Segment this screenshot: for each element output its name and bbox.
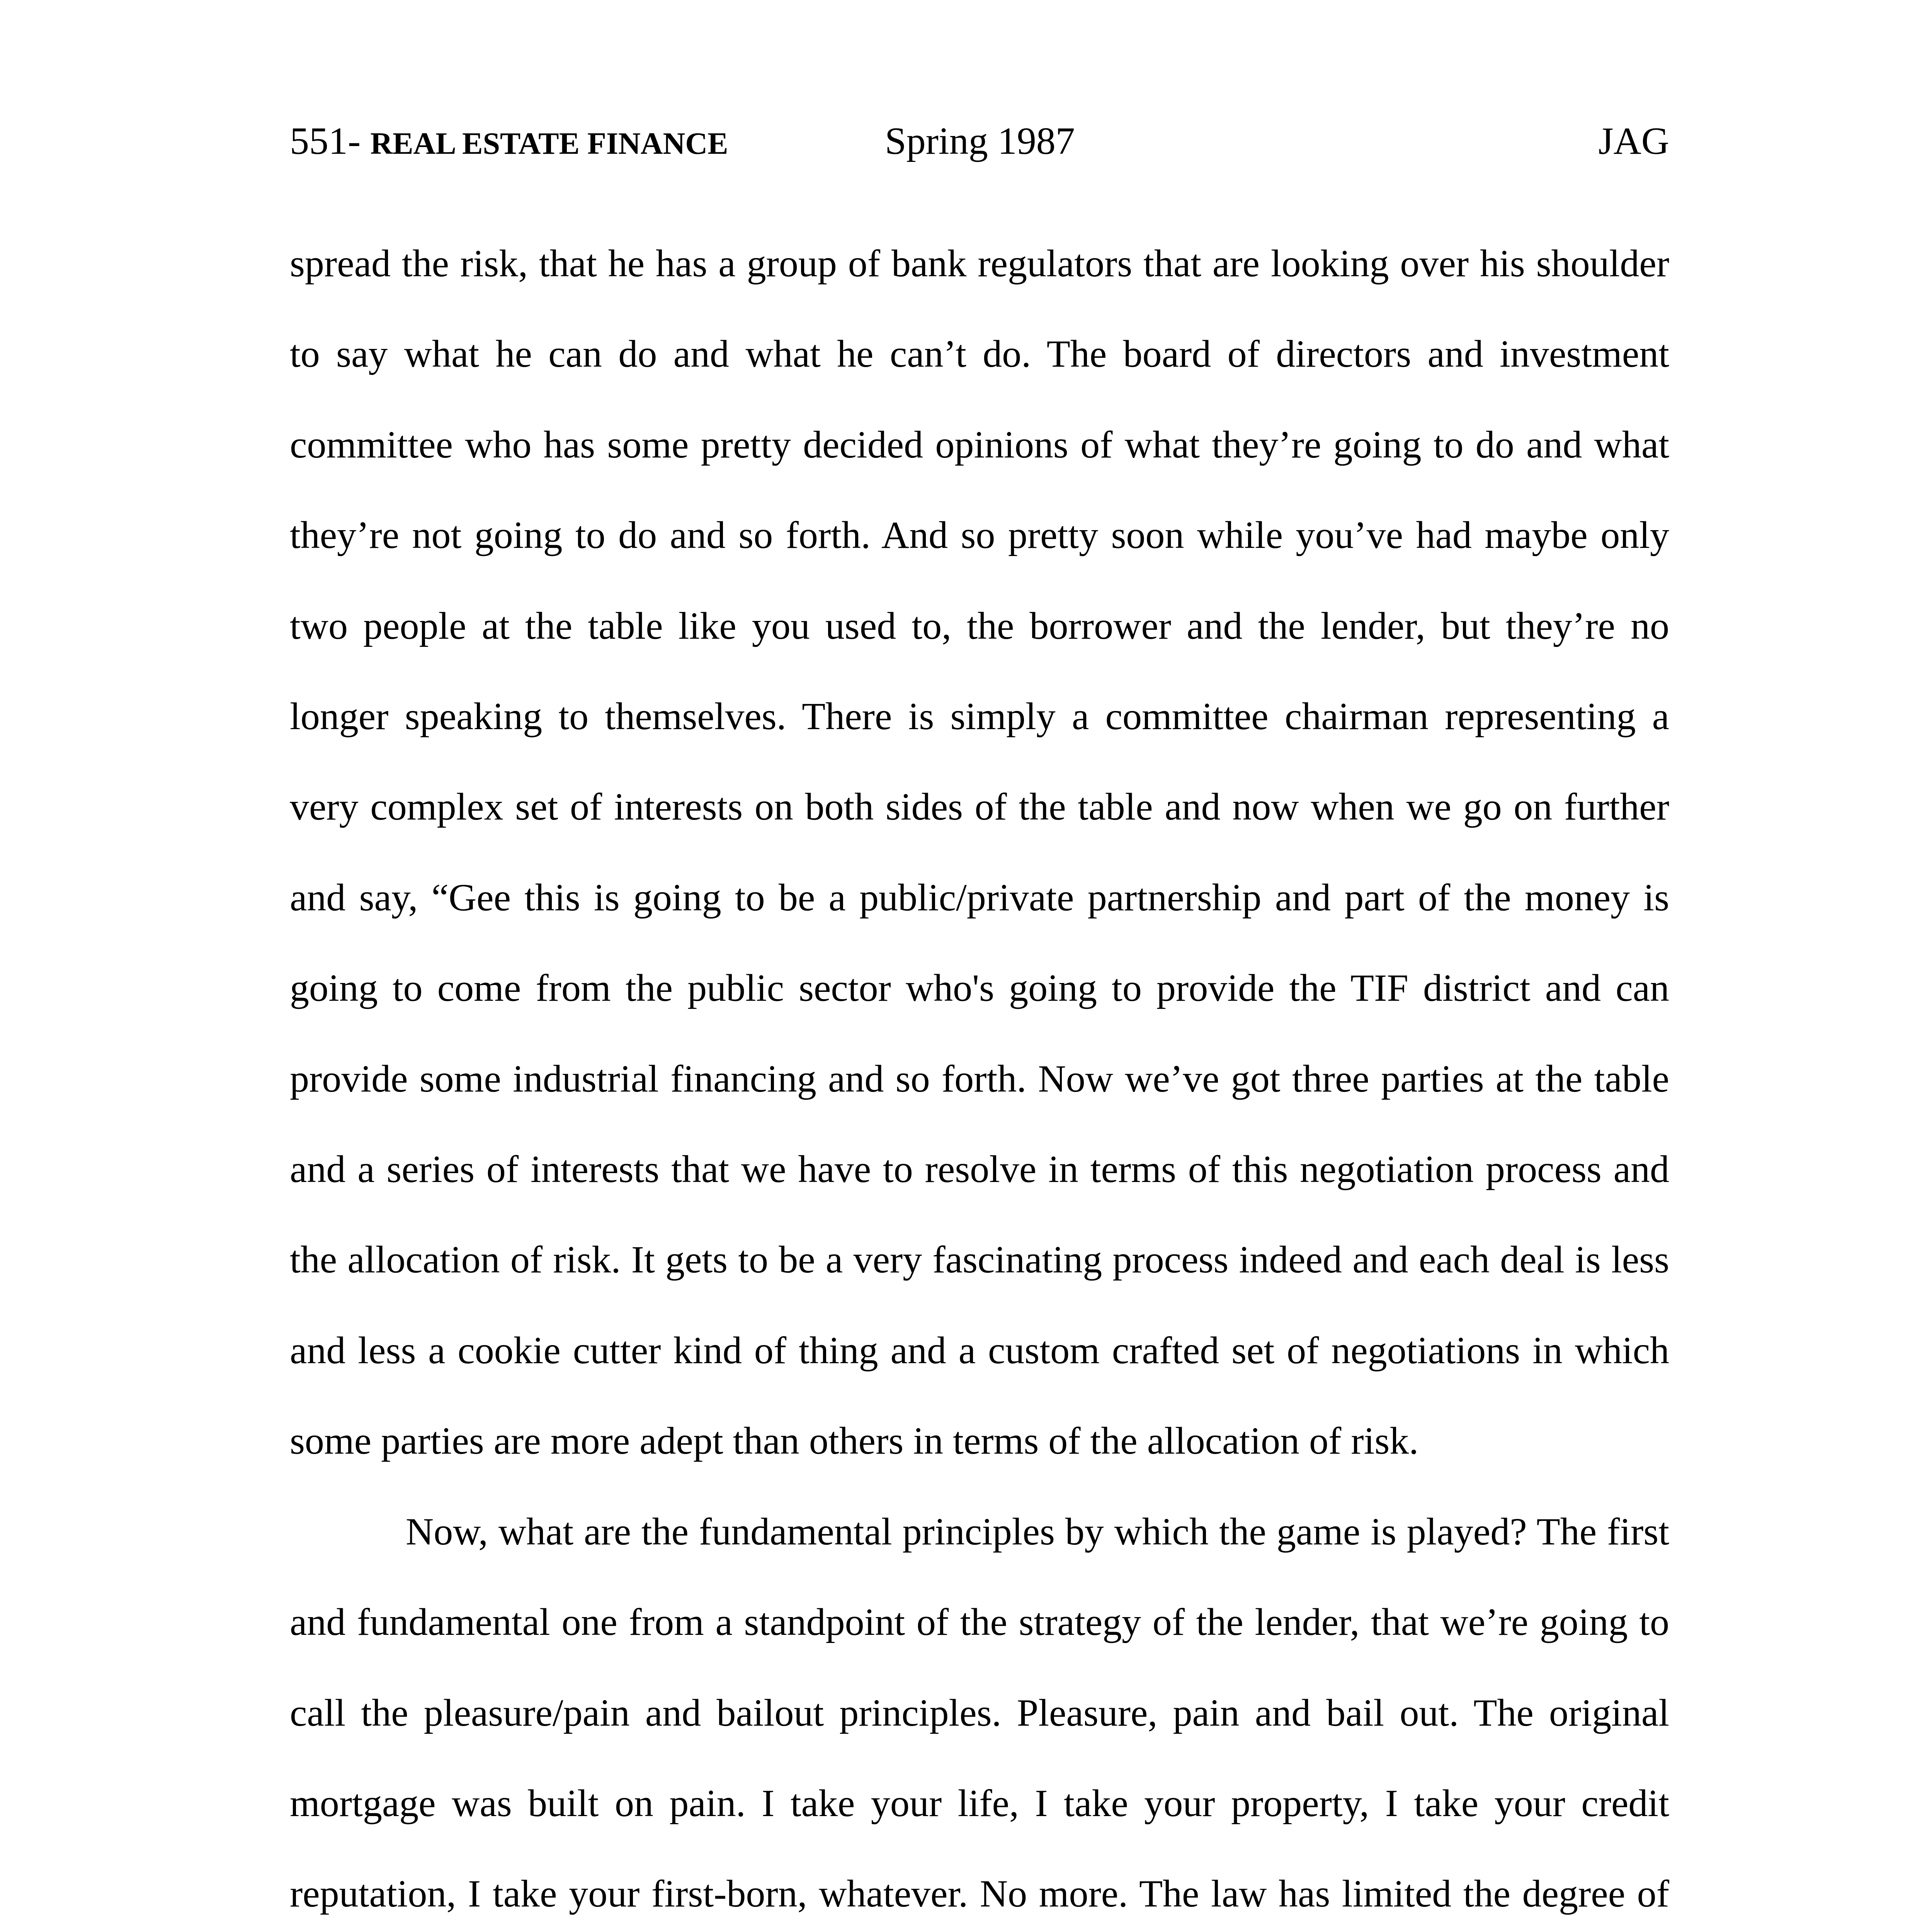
paragraph-principles: Now, what are the fundamental principles by which the game is played? The first and fundamental one from a standpoint of the strategy of the lender, that we’re going to call the pleasure/pain and bailout principles. Pleasure, pain and bail out. The original mortgage was built on pain. I take your life, I take your property, I take your credit reputation, I take your first-born, whatever. No more. The law has limited the degree of [290, 1510, 1669, 1915]
course-title [290, 112, 728, 173]
author-initials: JAG [1598, 119, 1669, 162]
page-header [290, 112, 1669, 170]
course-name: REAL ESTATE FINANCE [370, 127, 728, 161]
body-text [290, 218, 1669, 1932]
term-label: Spring 1987 [885, 119, 1075, 162]
course-number: 551- [290, 119, 371, 162]
paragraph-continued: spread the risk, that he has a group of bank regulators that are looking over his shoulder to say what he can do and what he can’t do. The board of directors and investment committee who has some pretty decided opinions of what they’re going to do and what they’re not going to do and so forth. And so pretty soon while you’ve had maybe only two people at the table like you used to, the borrower and the lender, but they’re no longer speaking to themselves. There is simply a committee chairman representing a very complex set of interests on both sides of the table and now when we go on further and say, “Gee this is going to be a public/private partnership and part of the money is going to come from the public sector who's going to provide the TIF district and can provide some industrial financing and so forth. Now we’ve got three parties at the table and a series of interests that we have to resolve in terms of this negotiation process and the allocation of risk. It gets to be a very fascinating process indeed and each deal is less and less a cookie cutter kind of thing and a custom crafted set of negotiations in which some parties are more adept than others in terms of the allocation of risk. [290, 242, 1669, 1463]
